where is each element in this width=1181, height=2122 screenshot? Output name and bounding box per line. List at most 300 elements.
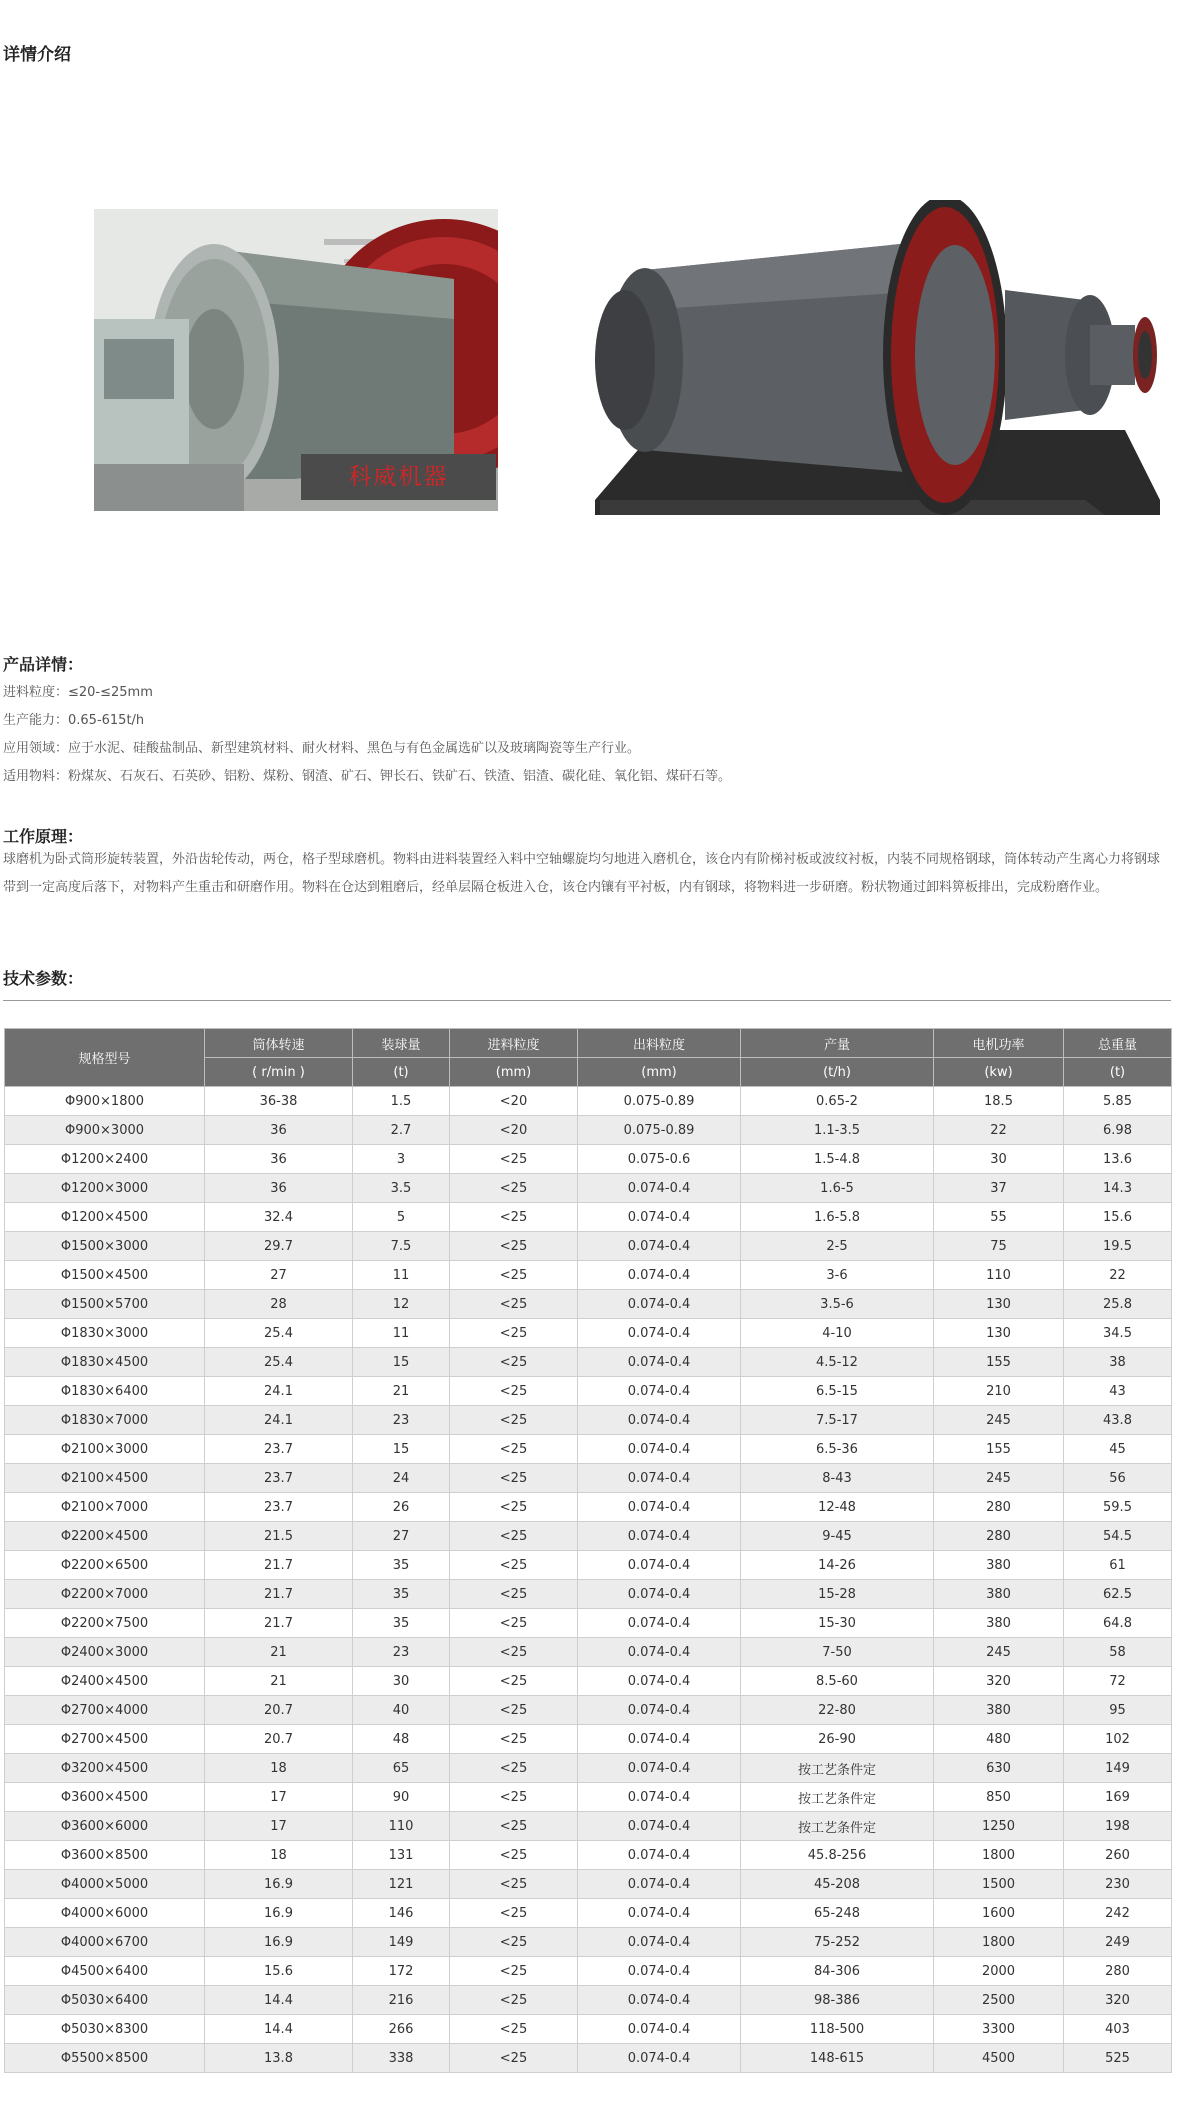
cell-total-weight: 58 (1064, 1638, 1172, 1667)
spec-header-row (5, 1029, 1172, 1058)
cell-model: Φ3600×8500 (5, 1841, 205, 1870)
cell-output: 4-10 (741, 1319, 934, 1348)
cell-ball-load: 24 (353, 1464, 450, 1493)
cell-motor-power: 320 (934, 1667, 1064, 1696)
cell-total-weight: 15.6 (1064, 1203, 1172, 1232)
cell-motor-power: 280 (934, 1522, 1064, 1551)
cell-discharge-size: 0.074-0.4 (578, 1957, 741, 1986)
table-row (5, 1986, 1172, 2015)
cell-motor-power: 1250 (934, 1812, 1064, 1841)
cell-model: Φ900×1800 (5, 1087, 205, 1116)
cell-speed: 36 (205, 1174, 353, 1203)
header-output: 产量 (741, 1029, 934, 1058)
cell-ball-load: 131 (353, 1841, 450, 1870)
cell-feed-size: <20 (450, 1087, 578, 1116)
cell-model: Φ3200×4500 (5, 1754, 205, 1783)
table-row (5, 1580, 1172, 1609)
table-row (5, 1696, 1172, 1725)
cell-discharge-size: 0.074-0.4 (578, 1348, 741, 1377)
cell-ball-load: 338 (353, 2044, 450, 2073)
cell-feed-size: <25 (450, 1406, 578, 1435)
cell-discharge-size: 0.074-0.4 (578, 1522, 741, 1551)
cell-output: 9-45 (741, 1522, 934, 1551)
cell-feed-size: <25 (450, 1174, 578, 1203)
cell-model: Φ1200×4500 (5, 1203, 205, 1232)
cell-feed-size: <25 (450, 1290, 578, 1319)
cell-total-weight: 525 (1064, 2044, 1172, 2073)
cell-discharge-size: 0.074-0.4 (578, 1725, 741, 1754)
table-row (5, 1522, 1172, 1551)
cell-feed-size: <25 (450, 1957, 578, 1986)
cell-output: 118-500 (741, 2015, 934, 2044)
cell-speed: 21.7 (205, 1580, 353, 1609)
cell-discharge-size: 0.074-0.4 (578, 1609, 741, 1638)
cell-total-weight: 249 (1064, 1928, 1172, 1957)
cell-speed: 36 (205, 1145, 353, 1174)
page-title: 详情介绍 (3, 45, 71, 65)
cell-ball-load: 110 (353, 1812, 450, 1841)
cell-ball-load: 35 (353, 1551, 450, 1580)
cell-output: 22-80 (741, 1696, 934, 1725)
cell-motor-power: 110 (934, 1261, 1064, 1290)
cell-discharge-size: 0.074-0.4 (578, 1174, 741, 1203)
cell-discharge-size: 0.074-0.4 (578, 1261, 741, 1290)
cell-model: Φ2400×3000 (5, 1638, 205, 1667)
cell-total-weight: 102 (1064, 1725, 1172, 1754)
table-row (5, 1841, 1172, 1870)
cell-motor-power: 1800 (934, 1928, 1064, 1957)
cell-speed: 27 (205, 1261, 353, 1290)
cell-output: 6.5-15 (741, 1377, 934, 1406)
cell-model: Φ1830×4500 (5, 1348, 205, 1377)
cell-model: Φ1830×7000 (5, 1406, 205, 1435)
cell-feed-size: <25 (450, 1638, 578, 1667)
cell-ball-load: 48 (353, 1725, 450, 1754)
application-line: 应用领域：应于水泥、硅酸盐制品、新型建筑材料、耐火材料、黑色与有色金属选矿以及玻璃陶瓷等生产行业。 (3, 741, 641, 756)
cell-ball-load: 2.7 (353, 1116, 450, 1145)
cell-motor-power: 280 (934, 1493, 1064, 1522)
cell-discharge-size: 0.075-0.89 (578, 1116, 741, 1145)
cell-total-weight: 149 (1064, 1754, 1172, 1783)
cell-output: 15-30 (741, 1609, 934, 1638)
cell-model: Φ2100×3000 (5, 1435, 205, 1464)
cell-speed: 21 (205, 1667, 353, 1696)
cell-motor-power: 155 (934, 1348, 1064, 1377)
cell-output: 3-6 (741, 1261, 934, 1290)
cell-motor-power: 1500 (934, 1870, 1064, 1899)
header-motor-power: 电机功率 (934, 1029, 1064, 1058)
table-row (5, 1174, 1172, 1203)
cell-ball-load: 1.5 (353, 1087, 450, 1116)
cell-output: 2-5 (741, 1232, 934, 1261)
header-speed: 筒体转速 (205, 1029, 353, 1058)
cell-ball-load: 7.5 (353, 1232, 450, 1261)
cell-model: Φ2200×6500 (5, 1551, 205, 1580)
cell-discharge-size: 0.074-0.4 (578, 1493, 741, 1522)
cell-model: Φ2700×4000 (5, 1696, 205, 1725)
cell-model: Φ4000×6000 (5, 1899, 205, 1928)
cell-output: 按工艺条件定 (741, 1754, 934, 1783)
cell-total-weight: 25.8 (1064, 1290, 1172, 1319)
cell-ball-load: 23 (353, 1638, 450, 1667)
cell-total-weight: 19.5 (1064, 1232, 1172, 1261)
cell-ball-load: 40 (353, 1696, 450, 1725)
table-row (5, 1812, 1172, 1841)
cell-output: 6.5-36 (741, 1435, 934, 1464)
cell-discharge-size: 0.075-0.89 (578, 1087, 741, 1116)
cell-discharge-size: 0.074-0.4 (578, 2015, 741, 2044)
cell-ball-load: 3.5 (353, 1174, 450, 1203)
cell-output: 1.5-4.8 (741, 1145, 934, 1174)
cell-ball-load: 5 (353, 1203, 450, 1232)
cell-ball-load: 3 (353, 1145, 450, 1174)
table-row (5, 2044, 1172, 2073)
cell-output: 1.6-5.8 (741, 1203, 934, 1232)
cell-discharge-size: 0.074-0.4 (578, 1696, 741, 1725)
cell-speed: 17 (205, 1783, 353, 1812)
cell-ball-load: 149 (353, 1928, 450, 1957)
cell-total-weight: 54.5 (1064, 1522, 1172, 1551)
cell-speed: 16.9 (205, 1928, 353, 1957)
unit-speed: ( r/min ) (205, 1058, 353, 1087)
cell-ball-load: 121 (353, 1870, 450, 1899)
cell-discharge-size: 0.074-0.4 (578, 1290, 741, 1319)
working-principle-heading: 工作原理： (3, 827, 84, 846)
cell-discharge-size: 0.074-0.4 (578, 1899, 741, 1928)
cell-speed: 23.7 (205, 1435, 353, 1464)
cell-total-weight: 13.6 (1064, 1145, 1172, 1174)
cell-speed: 29.7 (205, 1232, 353, 1261)
cell-model: Φ1500×3000 (5, 1232, 205, 1261)
cell-feed-size: <25 (450, 1203, 578, 1232)
cell-motor-power: 2000 (934, 1957, 1064, 1986)
cell-feed-size: <25 (450, 1319, 578, 1348)
cell-feed-size: <20 (450, 1116, 578, 1145)
cell-ball-load: 216 (353, 1986, 450, 2015)
cell-total-weight: 64.8 (1064, 1609, 1172, 1638)
cell-output: 148-615 (741, 2044, 934, 2073)
cell-total-weight: 38 (1064, 1348, 1172, 1377)
cell-ball-load: 65 (353, 1754, 450, 1783)
cell-discharge-size: 0.074-0.4 (578, 1435, 741, 1464)
cell-total-weight: 6.98 (1064, 1116, 1172, 1145)
cell-ball-load: 11 (353, 1319, 450, 1348)
table-row (5, 1870, 1172, 1899)
working-principle-text: 球磨机为卧式筒形旋转装置，外沿齿轮传动，两仓，格子型球磨机。物料由进料装置经入料中空轴螺旋均匀地进入磨机仓，该仓内有阶梯衬板或波纹衬板，内装不同规格钢球，筒体转动产生离心力将钢球带到一定高度后落下，对物料产生重击和研磨作用。物料在仓达到粗磨后，经单层隔仓板进入仓，该仓内镶有平衬板，内有钢球，将物料进一步研磨。粉状物通过卸料箅板排出，完成粉磨作业。 (3, 852, 1161, 895)
table-row (5, 2015, 1172, 2044)
cell-motor-power: 155 (934, 1435, 1064, 1464)
cell-total-weight: 403 (1064, 2015, 1172, 2044)
cell-model: Φ1500×5700 (5, 1290, 205, 1319)
cell-motor-power: 75 (934, 1232, 1064, 1261)
header-discharge-size: 出料粒度 (578, 1029, 741, 1058)
cell-discharge-size: 0.074-0.4 (578, 1870, 741, 1899)
cell-discharge-size: 0.074-0.4 (578, 1783, 741, 1812)
cell-feed-size: <25 (450, 1667, 578, 1696)
cell-feed-size: <25 (450, 1435, 578, 1464)
cell-speed: 13.8 (205, 2044, 353, 2073)
cell-speed: 20.7 (205, 1725, 353, 1754)
cell-discharge-size: 0.074-0.4 (578, 1203, 741, 1232)
cell-output: 7.5-17 (741, 1406, 934, 1435)
cell-speed: 23.7 (205, 1464, 353, 1493)
cell-motor-power: 850 (934, 1783, 1064, 1812)
cell-output: 12-48 (741, 1493, 934, 1522)
cell-total-weight: 242 (1064, 1899, 1172, 1928)
cell-model: Φ2200×4500 (5, 1522, 205, 1551)
table-row (5, 1493, 1172, 1522)
cell-ball-load: 15 (353, 1348, 450, 1377)
table-row (5, 1116, 1172, 1145)
table-row (5, 1667, 1172, 1696)
cell-output: 15-28 (741, 1580, 934, 1609)
cell-output: 45-208 (741, 1870, 934, 1899)
feed-size-line: 进料粒度：≤20-≤25mm (3, 685, 153, 700)
capacity-line: 生产能力：0.65-615t/h (3, 713, 145, 728)
cell-feed-size: <25 (450, 1986, 578, 2015)
cell-model: Φ1500×4500 (5, 1261, 205, 1290)
cell-total-weight: 5.85 (1064, 1087, 1172, 1116)
cell-total-weight: 22 (1064, 1261, 1172, 1290)
spec-table-body (5, 1087, 1172, 2073)
cell-motor-power: 4500 (934, 2044, 1064, 2073)
technical-params-heading: 技术参数： (3, 969, 84, 988)
table-row (5, 1464, 1172, 1493)
cell-feed-size: <25 (450, 1609, 578, 1638)
table-row (5, 1928, 1172, 1957)
cell-total-weight: 59.5 (1064, 1493, 1172, 1522)
table-row (5, 1754, 1172, 1783)
cell-feed-size: <25 (450, 1261, 578, 1290)
cell-speed: 25.4 (205, 1348, 353, 1377)
cell-ball-load: 23 (353, 1406, 450, 1435)
ball-mill-photo-left (94, 209, 498, 511)
cell-output: 26-90 (741, 1725, 934, 1754)
table-row (5, 1406, 1172, 1435)
cell-motor-power: 2500 (934, 1986, 1064, 2015)
cell-feed-size: <25 (450, 1754, 578, 1783)
cell-speed: 23.7 (205, 1493, 353, 1522)
cell-speed: 21 (205, 1638, 353, 1667)
cell-total-weight: 43.8 (1064, 1406, 1172, 1435)
cell-total-weight: 14.3 (1064, 1174, 1172, 1203)
cell-output: 75-252 (741, 1928, 934, 1957)
cell-feed-size: <25 (450, 1928, 578, 1957)
cell-feed-size: <25 (450, 1232, 578, 1261)
cell-motor-power: 210 (934, 1377, 1064, 1406)
cell-total-weight: 72 (1064, 1667, 1172, 1696)
cell-motor-power: 380 (934, 1580, 1064, 1609)
cell-total-weight: 34.5 (1064, 1319, 1172, 1348)
cell-speed: 21.7 (205, 1609, 353, 1638)
cell-feed-size: <25 (450, 1841, 578, 1870)
cell-output: 45.8-256 (741, 1841, 934, 1870)
table-row (5, 1203, 1172, 1232)
materials-line: 适用物料：粉煤灰、石灰石、石英砂、铝粉、煤粉、钢渣、矿石、钾长石、铁矿石、铁渣、铝渣、碳化硅、氧化铝、煤矸石等。 (3, 769, 732, 784)
cell-speed: 32.4 (205, 1203, 353, 1232)
table-row (5, 1319, 1172, 1348)
unit-total-weight: (t) (1064, 1058, 1172, 1087)
cell-feed-size: <25 (450, 1493, 578, 1522)
table-row (5, 1232, 1172, 1261)
cell-speed: 17 (205, 1812, 353, 1841)
cell-ball-load: 146 (353, 1899, 450, 1928)
cell-model: Φ1200×3000 (5, 1174, 205, 1203)
cell-motor-power: 380 (934, 1551, 1064, 1580)
table-row (5, 1290, 1172, 1319)
cell-speed: 18 (205, 1754, 353, 1783)
cell-speed: 21.7 (205, 1551, 353, 1580)
cell-output: 8-43 (741, 1464, 934, 1493)
cell-ball-load: 12 (353, 1290, 450, 1319)
cell-speed: 15.6 (205, 1957, 353, 1986)
cell-speed: 14.4 (205, 1986, 353, 2015)
cell-discharge-size: 0.074-0.4 (578, 1551, 741, 1580)
cell-speed: 20.7 (205, 1696, 353, 1725)
cell-output: 按工艺条件定 (741, 1783, 934, 1812)
cell-ball-load: 27 (353, 1522, 450, 1551)
cell-speed: 16.9 (205, 1899, 353, 1928)
cell-feed-size: <25 (450, 2044, 578, 2073)
cell-motor-power: 37 (934, 1174, 1064, 1203)
cell-output: 3.5-6 (741, 1290, 934, 1319)
cell-discharge-size: 0.074-0.4 (578, 1319, 741, 1348)
cell-model: Φ1830×3000 (5, 1319, 205, 1348)
cell-total-weight: 56 (1064, 1464, 1172, 1493)
cell-motor-power: 22 (934, 1116, 1064, 1145)
cell-model: Φ1200×2400 (5, 1145, 205, 1174)
cell-ball-load: 11 (353, 1261, 450, 1290)
cell-discharge-size: 0.074-0.4 (578, 1667, 741, 1696)
cell-total-weight: 62.5 (1064, 1580, 1172, 1609)
cell-discharge-size: 0.074-0.4 (578, 1232, 741, 1261)
header-feed-size: 进料粒度 (450, 1029, 578, 1058)
cell-discharge-size: 0.074-0.4 (578, 1377, 741, 1406)
cell-output: 1.6-5 (741, 1174, 934, 1203)
cell-feed-size: <25 (450, 1696, 578, 1725)
cell-model: Φ4000×5000 (5, 1870, 205, 1899)
cell-speed: 24.1 (205, 1406, 353, 1435)
cell-motor-power: 18.5 (934, 1087, 1064, 1116)
cell-motor-power: 1800 (934, 1841, 1064, 1870)
cell-output: 4.5-12 (741, 1348, 934, 1377)
cell-total-weight: 198 (1064, 1812, 1172, 1841)
product-details-heading: 产品详情： (3, 655, 84, 674)
cell-feed-size: <25 (450, 1899, 578, 1928)
cell-feed-size: <25 (450, 1783, 578, 1812)
cell-motor-power: 245 (934, 1406, 1064, 1435)
cell-feed-size: <25 (450, 1725, 578, 1754)
table-row (5, 1783, 1172, 1812)
cell-motor-power: 130 (934, 1290, 1064, 1319)
cell-ball-load: 21 (353, 1377, 450, 1406)
cell-ball-load: 35 (353, 1609, 450, 1638)
cell-motor-power: 245 (934, 1638, 1064, 1667)
cell-total-weight: 95 (1064, 1696, 1172, 1725)
unit-motor-power: (kw) (934, 1058, 1064, 1087)
cell-speed: 28 (205, 1290, 353, 1319)
cell-feed-size: <25 (450, 1551, 578, 1580)
table-row (5, 1899, 1172, 1928)
brand-watermark-label: 科威机器 (301, 454, 496, 500)
header-total-weight: 总重量 (1064, 1029, 1172, 1058)
cell-motor-power: 130 (934, 1319, 1064, 1348)
cell-discharge-size: 0.075-0.6 (578, 1145, 741, 1174)
cell-model: Φ1830×6400 (5, 1377, 205, 1406)
cell-speed: 16.9 (205, 1870, 353, 1899)
cell-speed: 18 (205, 1841, 353, 1870)
cell-feed-size: <25 (450, 1812, 578, 1841)
cell-model: Φ4000×6700 (5, 1928, 205, 1957)
cell-model: Φ3600×4500 (5, 1783, 205, 1812)
cell-motor-power: 245 (934, 1464, 1064, 1493)
table-row (5, 1551, 1172, 1580)
unit-ball-load: (t) (353, 1058, 450, 1087)
cell-motor-power: 1600 (934, 1899, 1064, 1928)
spec-table (4, 1028, 1172, 2073)
cell-ball-load: 15 (353, 1435, 450, 1464)
cell-speed: 25.4 (205, 1319, 353, 1348)
cell-model: Φ900×3000 (5, 1116, 205, 1145)
cell-output: 65-248 (741, 1899, 934, 1928)
table-row (5, 1638, 1172, 1667)
cell-discharge-size: 0.074-0.4 (578, 1841, 741, 1870)
cell-total-weight: 45 (1064, 1435, 1172, 1464)
cell-motor-power: 480 (934, 1725, 1064, 1754)
cell-ball-load: 266 (353, 2015, 450, 2044)
cell-feed-size: <25 (450, 1377, 578, 1406)
cell-total-weight: 43 (1064, 1377, 1172, 1406)
cell-model: Φ5030×8300 (5, 2015, 205, 2044)
cell-speed: 21.5 (205, 1522, 353, 1551)
table-row (5, 1957, 1172, 1986)
cell-feed-size: <25 (450, 1348, 578, 1377)
ball-mill-illustration-right (585, 200, 1175, 532)
unit-discharge-size: (mm) (578, 1058, 741, 1087)
table-row (5, 1348, 1172, 1377)
cell-discharge-size: 0.074-0.4 (578, 2044, 741, 2073)
cell-model: Φ2100×7000 (5, 1493, 205, 1522)
cell-model: Φ2700×4500 (5, 1725, 205, 1754)
cell-total-weight: 260 (1064, 1841, 1172, 1870)
section-divider (3, 1000, 1171, 1001)
cell-model: Φ3600×6000 (5, 1812, 205, 1841)
cell-discharge-size: 0.074-0.4 (578, 1812, 741, 1841)
table-row (5, 1261, 1172, 1290)
cell-speed: 24.1 (205, 1377, 353, 1406)
cell-discharge-size: 0.074-0.4 (578, 1754, 741, 1783)
cell-output: 0.65-2 (741, 1087, 934, 1116)
cell-output: 1.1-3.5 (741, 1116, 934, 1145)
table-row (5, 1145, 1172, 1174)
cell-output: 8.5-60 (741, 1667, 934, 1696)
cell-model: Φ2100×4500 (5, 1464, 205, 1493)
cell-speed: 36-38 (205, 1087, 353, 1116)
cell-output: 7-50 (741, 1638, 934, 1667)
cell-output: 按工艺条件定 (741, 1812, 934, 1841)
cell-total-weight: 169 (1064, 1783, 1172, 1812)
cell-motor-power: 380 (934, 1609, 1064, 1638)
cell-motor-power: 380 (934, 1696, 1064, 1725)
cell-ball-load: 172 (353, 1957, 450, 1986)
cell-ball-load: 26 (353, 1493, 450, 1522)
cell-output: 84-306 (741, 1957, 934, 1986)
cell-model: Φ4500×6400 (5, 1957, 205, 1986)
table-row (5, 1609, 1172, 1638)
cell-discharge-size: 0.074-0.4 (578, 1638, 741, 1667)
cell-discharge-size: 0.074-0.4 (578, 1580, 741, 1609)
cell-discharge-size: 0.074-0.4 (578, 1406, 741, 1435)
